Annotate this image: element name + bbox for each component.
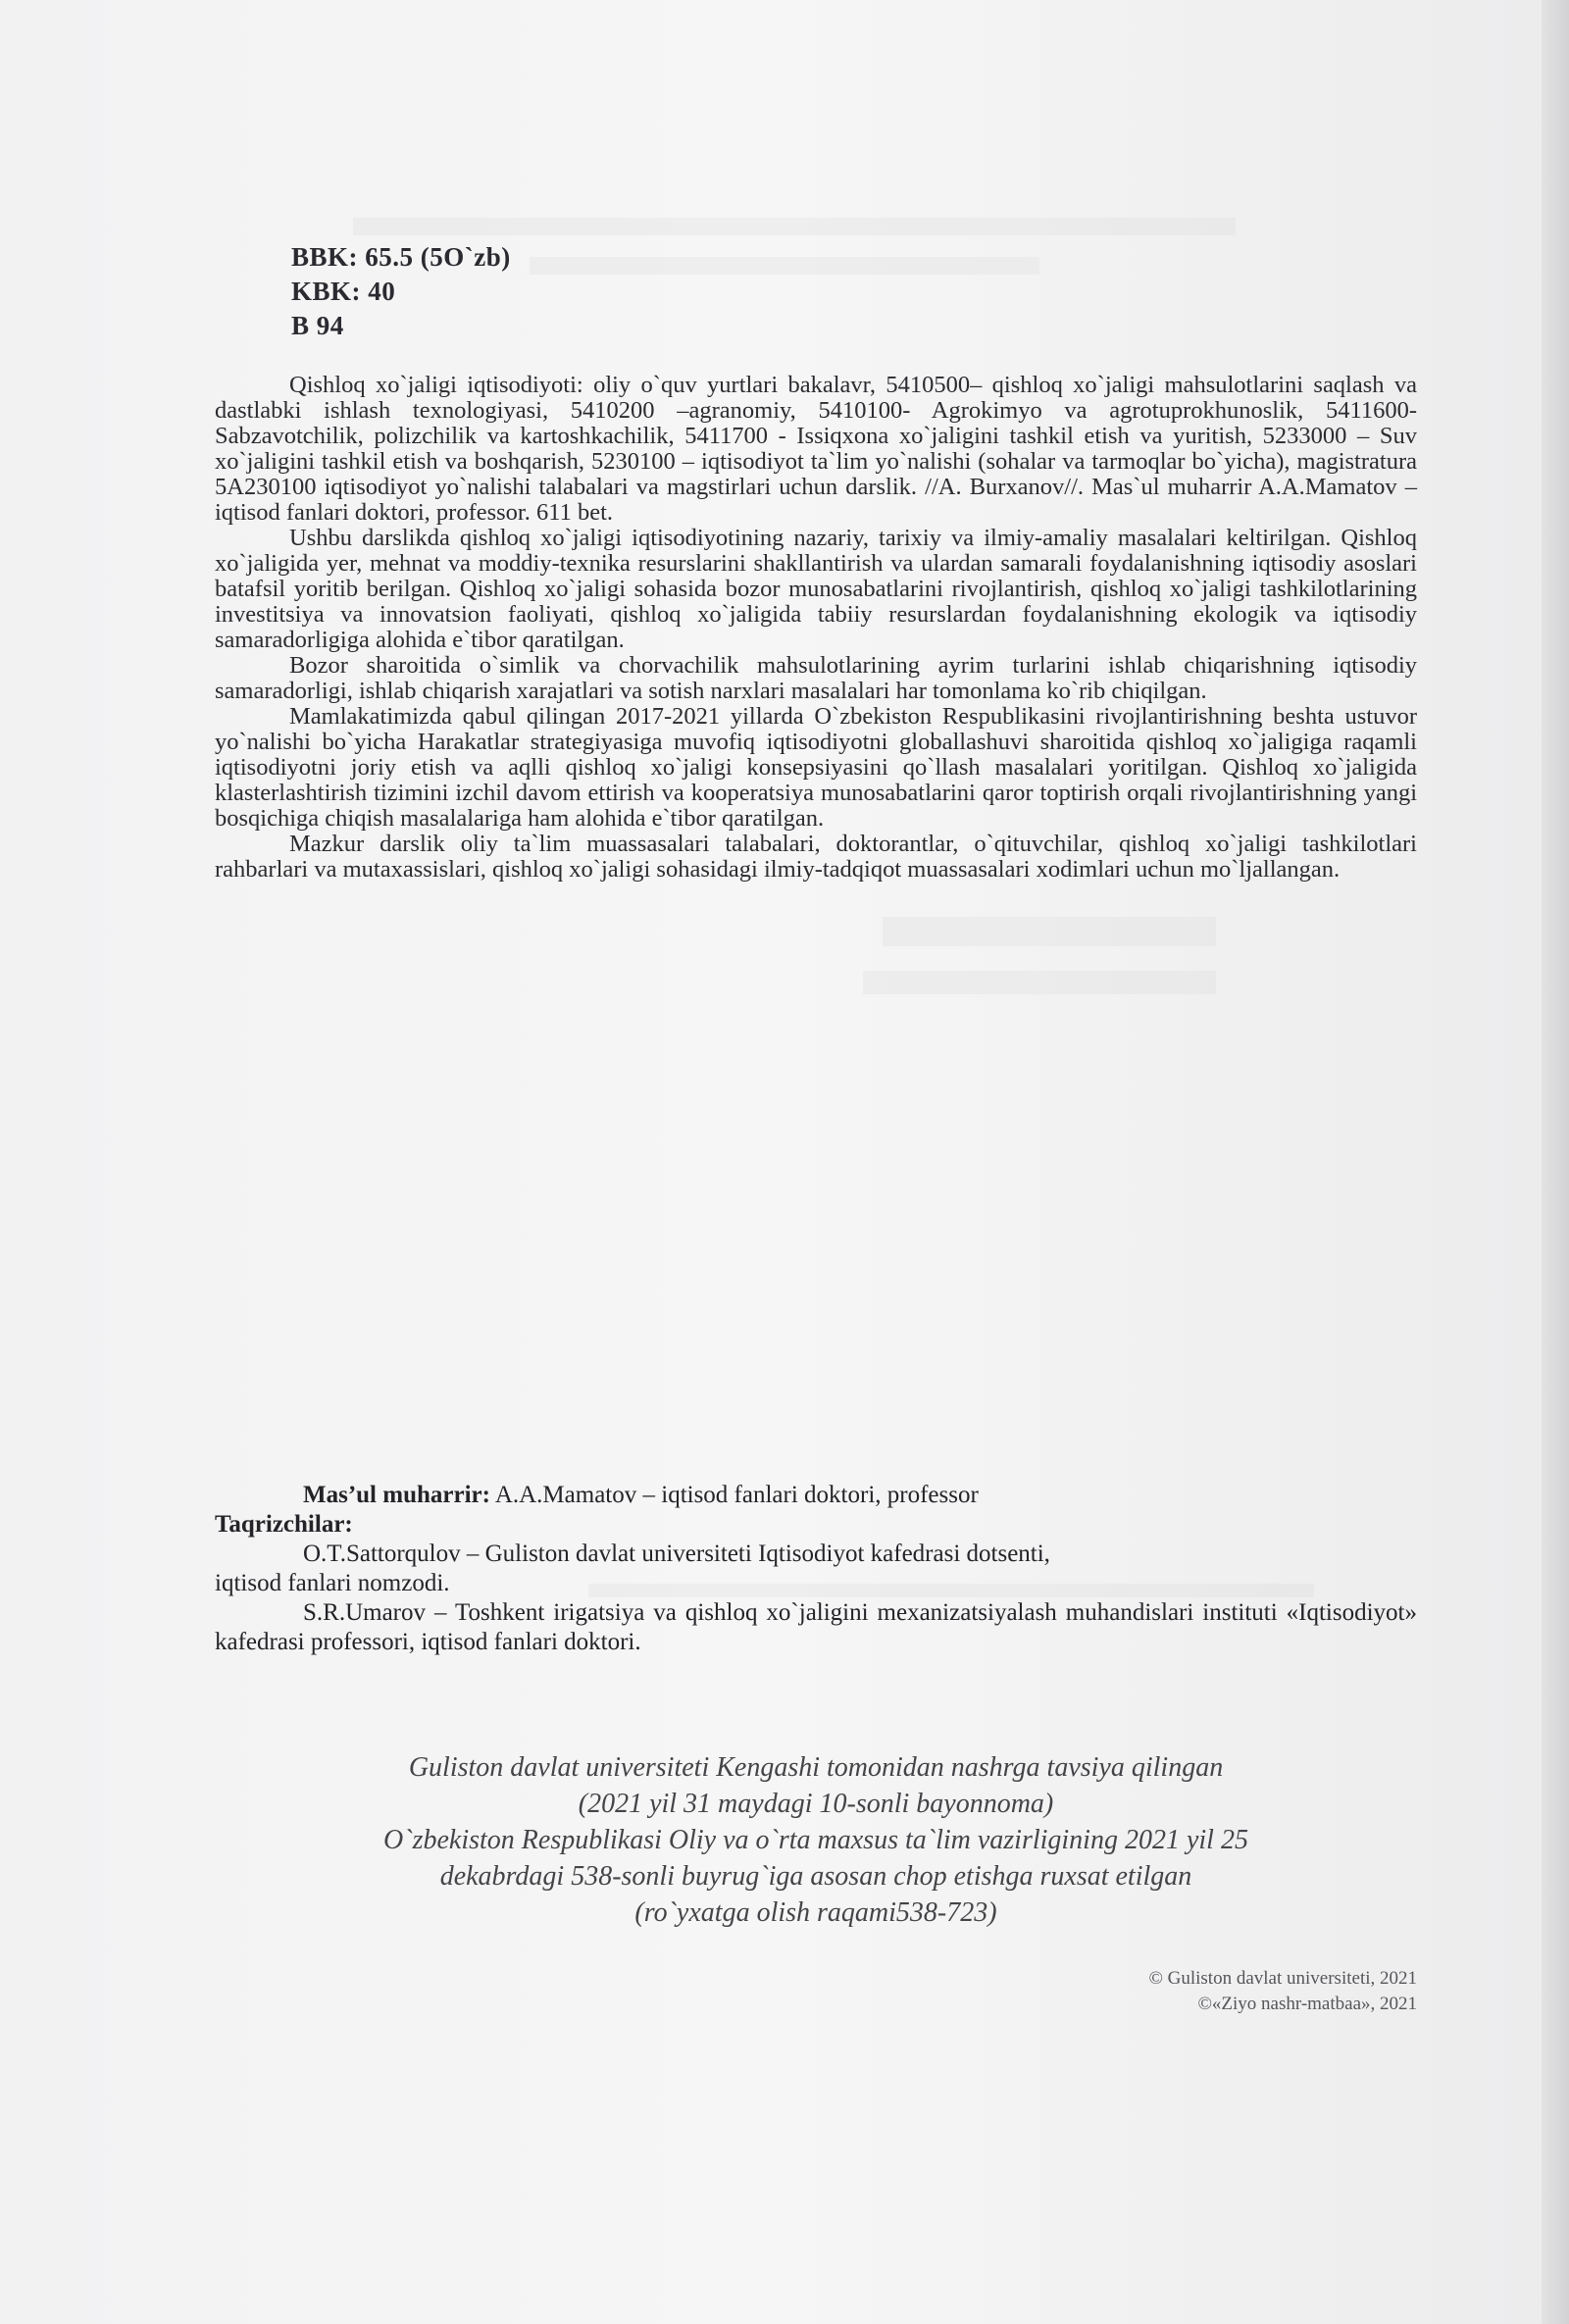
classification-block bbox=[291, 240, 511, 343]
paragraph: Bozor sharoitida o`simlik va chorvachilik mahsulotlarining ayrim turlarini ishlab chiqarishning iqtisodiy samaradorligi, ishlab chiqarish xarajatlari va sotish narxlari masalalari har tomonlama ko`rib chiqilgan. bbox=[215, 652, 1417, 704]
reviewer-1-line1: O.T.Sattorqulov – Guliston davlat universiteti Iqtisodiyot kafedrasi dotsenti, bbox=[303, 1541, 1050, 1567]
paragraph: Mazkur darslik oliy ta`lim muassasalari talabalari, doktorantlar, o`qituvchilar, qishloq xo`jaligi tashkilotlari rahbarlari va mutaxassislari, qishloq xo`jaligi sohasidagi ilmiy-tadqiqot muassasalari xodimlari uchun mo`ljallangan. bbox=[215, 831, 1417, 883]
paragraph: Ushbu darslikda qishloq xo`jaligi iqtisodiyotining nazariy, tarixiy va ilmiy-amaliy masalalari keltirilgan. Qishloq xo`jaligida yer, mehnat va moddiy-texnika resurslarini shakllantirish va ulardan samarali foydalanishning iqtisodiy asoslari batafsil yoritib berilgan. Qishloq xo`jaligi sohasida bozor munosabatlarini rivojlantirish, qishloq xo`jaligi tashkilotlarining investitsiya va innovatsion faoliyati, qishloq xo`jaligida tabiiy resurslardan foydalanishning ekologik va iqtisodiy samaradorligiga alohida e`tibor qaratilgan. bbox=[215, 525, 1417, 653]
copyright-block bbox=[1148, 1966, 1417, 2017]
approval-line: dekabrdagi 538-sonli buyrug`iga asosan chop etishga ruxsat etilgan bbox=[439, 1861, 1192, 1892]
responsible-editor bbox=[215, 1481, 1417, 1510]
kbk-code: KBK: 40 bbox=[291, 277, 396, 306]
approval-notice bbox=[215, 1749, 1417, 1931]
approval-line: (ro`yxatga olish raqami538-723) bbox=[634, 1897, 997, 1928]
approval-line: (2021 yil 31 maydagi 10-sonli bayonnoma) bbox=[578, 1789, 1054, 1819]
reviewer-2: S.R.Umarov – Toshkent irigatsiya va qishloq xo`jaligini mexanizatsiyalash muhandislari instituti «Iqtisodiyot» kafedrasi professori, iqtisod fanlari doktori. bbox=[215, 1599, 1417, 1655]
paragraph: Qishloq xo`jaligi iqtisodiyoti: oliy o`quv yurtlari bakalavr, 5410500– qishloq xo`jaligi mahsulotlarini saqlash va dastlabki ishlash texnologiyasi, 5410200 –agranomiy, 5410100- Agrokimyo va agrotuprokhunoslik, 5411600- Sabzavotchilik, polizchilik va kartoshkachilik, 5411700 - Issiqxona xo`jaligini tashkil etish va yuritish, 5233000 – Suv xo`jaligini tashkil etish va boshqarish, 5230100 – iqtisodiyot ta`lim yo`nalishi (sohalar va tarmoqlar bo`yicha), magistratura 5A230100 iqtisodiyot yo`nalishi talabalari va magstirlari uchun darslik. //A. Burxanov//. Mas`ul muharrir A.A.Mamatov – iqtisod fanlari doktori, professor. 611 bet. bbox=[215, 372, 1417, 526]
editor-label: Mas’ul muharrir: bbox=[303, 1482, 490, 1508]
annotation-text bbox=[215, 373, 1417, 883]
copyright-line: © Guliston davlat universiteti, 2021 bbox=[1148, 1968, 1417, 1989]
approval-line: O`zbekiston Respublikasi Oliy va o`rta maxsus ta`lim vazirligining 2021 yil 25 bbox=[383, 1825, 1248, 1855]
reviewers-label: Taqrizchilar: bbox=[215, 1511, 353, 1538]
author-sign: B 94 bbox=[291, 311, 344, 340]
bbk-code: BBK: 65.5 (5O`zb) bbox=[291, 242, 511, 272]
copyright-line: ©«Ziyo nashr-matbaa», 2021 bbox=[1197, 1994, 1417, 2014]
paragraph: Mamlakatimizda qabul qilingan 2017-2021 yillarda O`zbekiston Respublikasini rivojlantirishning beshta ustuvor yo`nalishi bo`yicha Harakatlar strategiyasiga muvofiq iqtisodiyotni globallashuvi sharoitida qishloq xo`jaligiga raqamli iqtisodiyotni joriy etish va aqlli qishloq xo`jaligi konsepsiyasini qo`llash masalalari yoritilgan. Qishloq xo`jaligida klasterlashtirish tizimini izchil davom ettirish va kooperatsiya munosabatlarini qaror toptirish orqali rivojlantirishning yangi bosqichiga chiqish masalalariga ham alohida e`tibor qaratilgan. bbox=[215, 703, 1417, 832]
editor-name: A.A.Mamatov – iqtisod fanlari doktori, professor bbox=[489, 1482, 979, 1508]
page-edge-shadow bbox=[1542, 0, 1569, 2324]
approval-line: Guliston davlat universiteti Kengashi tomonidan nashrga tavsiya qilingan bbox=[408, 1752, 1224, 1783]
reviewer-1-line2: iqtisod fanlari nomzodi. bbox=[215, 1570, 450, 1596]
credits-block bbox=[215, 1481, 1417, 1657]
